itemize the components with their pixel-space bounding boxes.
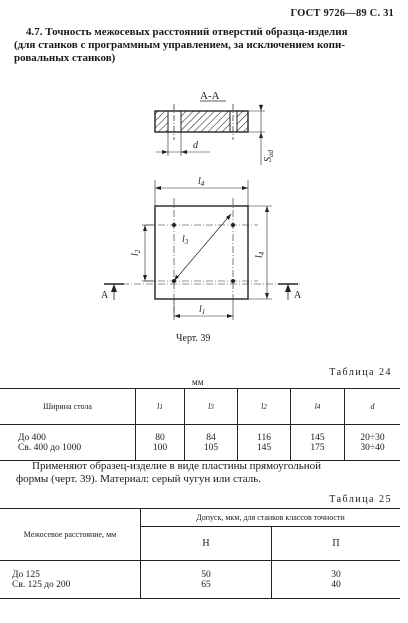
- svg-text:A: A: [101, 290, 109, 301]
- section-subtitle-line2: ровальных станков): [14, 52, 116, 64]
- dim-s-label: S: [263, 157, 274, 162]
- section-aa-label: А-А: [200, 90, 220, 102]
- svg-text:l1: $l_1$: [199, 304, 206, 316]
- dim-d-label: d: [193, 140, 198, 151]
- dim-l3: l: [182, 234, 185, 245]
- table24-unit: мм: [192, 377, 204, 387]
- table25: [0, 508, 400, 599]
- table24-col-width: Ширина стола: [43, 402, 92, 411]
- svg-text:Sad: $S_{ad}$: [263, 150, 275, 162]
- table25-class-p: П: [272, 527, 401, 561]
- table25-name: Таблица 25: [329, 494, 392, 505]
- svg-text:l4: $l_4$: [254, 251, 266, 258]
- section-arrow-left: [101, 284, 124, 301]
- svg-text:A: A: [294, 290, 302, 301]
- page-header: ГОСТ 9726—89 С. 31: [290, 8, 394, 19]
- table25-class-h: Н: [141, 527, 272, 561]
- section-subtitle-line1: (для станков с программным управлением, за исключением копи-: [14, 39, 345, 51]
- table-row: До 125 Св. 125 до 200 50 65 30 40: [0, 561, 400, 599]
- svg-text:l3: $l_3$: [182, 234, 189, 246]
- svg-text:l2: $l_2$: [130, 249, 142, 256]
- table-row: До 400 Св. 400 до 1000 80 100 84 105 116 145 145 175 20÷30 30÷40: [0, 425, 400, 461]
- table25-col-distance: Межосевое расстояние, мм: [0, 509, 141, 561]
- svg-text:l4: $l_4$: [198, 176, 205, 188]
- section-title: 4.7. Точность межосевых расстояний отверстий образца-изделия: [26, 26, 348, 38]
- dim-l2: l: [130, 253, 141, 256]
- section-arrow-right: [278, 284, 302, 301]
- table24-name: Таблица 24: [329, 367, 392, 378]
- figure-caption: Черт. 39: [176, 333, 211, 344]
- table25-col-group: Допуск, мкм, для станков классов точности: [141, 509, 401, 527]
- table24-col-d: d: [345, 389, 401, 425]
- body-paragraph: Применяют образец-изделие в виде пластины прямоугольной формы (черт. 39). Материал: серый чугун или сталь.: [16, 460, 322, 485]
- cross-section: [155, 104, 275, 165]
- dim-l1: l: [199, 304, 202, 315]
- dim-l4-right: l: [254, 255, 265, 258]
- plate-outline: [155, 206, 248, 299]
- dim-l4-top: l: [198, 176, 201, 187]
- table24: Ширина стола l1 l3 l2 l4 d До 400 Св. 400 до 1000 80 100 84 105 116 145 145 175 20÷30 30÷40: [0, 388, 400, 461]
